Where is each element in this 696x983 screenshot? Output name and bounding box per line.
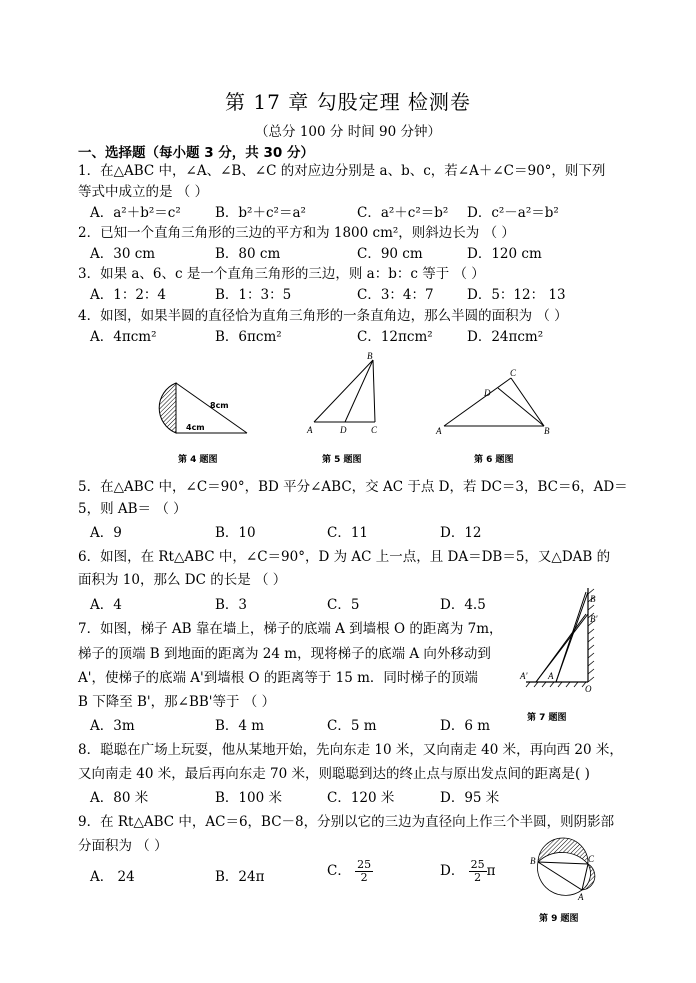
q7-line1: 7．如图，梯子 AB 靠在墙上，梯子的底端 A 到墙根 O 的距离为 7m， <box>78 621 503 637</box>
fig7-label-o: O <box>585 684 592 694</box>
q9-option-d-fraction <box>469 859 487 884</box>
fig7-label-a: A <box>548 671 554 681</box>
q1-option-d: D．c²－a²＝b² <box>467 205 559 221</box>
fig9-label-a: A <box>578 892 584 902</box>
q2-option-a: A．30 cm <box>90 246 156 262</box>
q9-line1: 9．在 Rt△ABC 中，AC＝6，BC－8，分别以它的三边为直径向上作三个半圆，则阴影部 <box>78 814 615 830</box>
q9-option-c-fraction <box>355 859 373 884</box>
q8-option-d: D．95 米 <box>440 790 500 806</box>
q5-option-a: A．9 <box>90 525 122 541</box>
fig5-label-c: C <box>371 425 378 435</box>
q8-option-b: B．100 米 <box>215 790 282 806</box>
q9-option-c <box>327 859 373 884</box>
fig5-label-d: D <box>340 425 347 435</box>
q2-option-d: D．120 cm <box>467 246 542 262</box>
figure-7 <box>508 584 608 694</box>
fig7-caption: 第 7 题图 <box>527 713 567 723</box>
q6-option-d: D．4.5 <box>440 597 486 613</box>
q5-option-b: B．10 <box>215 525 256 541</box>
q9-option-b: B．24π <box>215 869 265 885</box>
q8-option-c: C．120 米 <box>327 790 395 806</box>
q9-d-numerator: 25 <box>470 858 485 871</box>
q9-option-d <box>440 859 496 884</box>
q4-option-c: C．12πcm² <box>357 329 433 345</box>
fig9-caption: 第 9 题图 <box>539 914 579 924</box>
q8-line2: 又向南走 40 米，最后再向东走 70 米，则聪聪到达的终止点与原出发点间的距离是( ) <box>78 766 590 782</box>
fig5-label-b: B <box>367 351 373 361</box>
q7-line3: A'，使梯子的底端 A'到墙根 O 的距离等于 15 m．同时梯子的顶端 <box>78 670 478 686</box>
fig6-label-c: C <box>510 368 517 378</box>
q3-option-d: D．5：12： 13 <box>467 287 566 303</box>
q2-option-b: B．80 cm <box>215 246 281 262</box>
section-heading: 一、选择题（每小题 3 分，共 30 分） <box>78 145 314 161</box>
q4-line1: 4．如图，如果半圆的直径恰为直角三角形的一条直角边，那么半圆的面积为 （ ） <box>78 308 568 324</box>
figure-6 <box>436 366 556 441</box>
q9-option-a: A． 24 <box>90 869 135 885</box>
q6-option-b: B．3 <box>215 597 248 613</box>
q6-line1: 6．如图，在 Rt△ABC 中，∠C＝90°，D 为 AC 上一点，且 DA＝DB＝5，又△DAB 的 <box>78 549 611 565</box>
fig7-label-b: B <box>590 594 596 604</box>
semicircle-shaded <box>159 383 176 433</box>
q4-option-b: B．6πcm² <box>215 329 282 345</box>
q9-d-pi: π <box>486 863 496 879</box>
fig6-label-d: D <box>484 388 491 398</box>
q5-option-c: C．11 <box>327 525 369 541</box>
fig9-label-b: B <box>530 856 536 866</box>
page-title: 第 17 章 勾股定理 检测卷 <box>225 90 471 114</box>
fig6-label-a: A <box>436 426 442 436</box>
q9-c-numerator: 25 <box>357 858 372 871</box>
q7-option-d: D．6 m <box>440 718 491 734</box>
figure-4 <box>150 380 250 440</box>
q1-line1: 1．在△ABC 中，∠A、∠B、∠C 的对应边分别是 a、b、c，若∠A＋∠C＝90°，则下列 <box>78 163 606 179</box>
q3-line1: 3．如果 a、6、c 是一个直角三角形的三边，则 a：b：c 等于 （ ） <box>78 266 485 282</box>
q8-line1: 8．聪聪在广场上玩耍，他从某地开始，先向东走 10 米，又向南走 40 米，再向西 20 米， <box>78 742 623 758</box>
q6-line2: 面积为 10，那么 DC 的长是 （ ） <box>78 572 287 588</box>
q5-line2: 5，则 AB＝ （ ） <box>78 501 187 517</box>
fig9-label-c: C <box>588 854 595 864</box>
q9-line2: 分面积为 （ ） <box>78 838 168 854</box>
fig5-label-a: A <box>307 425 313 435</box>
q3-option-c: C．3：4：7 <box>357 287 434 303</box>
q1-option-c: C．a²＋c²＝b² <box>357 205 449 221</box>
q4-option-d: D．24πcm² <box>467 329 544 345</box>
fig4-label-8cm: 8cm <box>210 401 229 410</box>
q7-option-a: A．3m <box>90 718 135 734</box>
page-subtitle: （总分 100 分 时间 90 分钟） <box>255 124 441 140</box>
fig4-label-4cm: 4cm <box>186 423 205 432</box>
fig7-label-b-prime: B' <box>590 614 598 624</box>
q7-line2: 梯子的顶端 B 到地面的距离为 24 m，现将梯子的底端 A 向外移动到 <box>78 646 491 662</box>
fig7-label-a-prime: A' <box>520 671 528 681</box>
q9-option-d-label: D． <box>440 863 465 879</box>
q1-option-a: A．a²＋b²＝c² <box>90 205 181 221</box>
q5-option-d: D．12 <box>440 525 482 541</box>
q5-line1: 5．在△ABC 中，∠C＝90°，BD 平分∠ABC，交 AC 于点 D，若 DC＝3，BC＝6，AD＝ <box>78 479 628 495</box>
fig5-caption: 第 5 题图 <box>322 455 362 465</box>
q9-d-denominator: 2 <box>474 871 482 884</box>
q6-option-c: C．5 <box>327 597 360 613</box>
q2-line1: 2．已知一个直角三角形的三边的平方和为 1800 cm²，则斜边长为 （ ） <box>78 225 515 241</box>
q7-line4: B 下降至 B'，那∠BB'等于 （ ） <box>78 694 276 710</box>
q1-line2: 等式中成立的是 （ ） <box>78 184 209 200</box>
q4-option-a: A．4πcm² <box>90 329 157 345</box>
q8-option-a: A．80 米 <box>90 790 149 806</box>
q3-option-b: B．1：3：5 <box>215 287 292 303</box>
fig4-caption: 第 4 题图 <box>178 455 218 465</box>
q6-option-a: A．4 <box>90 597 122 613</box>
q7-option-c: C．5 m <box>327 718 377 734</box>
figure-9 <box>526 834 606 900</box>
q1-option-b: B．b²＋c²＝a² <box>215 205 306 221</box>
q2-option-c: C．90 cm <box>357 246 423 262</box>
q9-option-c-label: C． <box>327 863 351 879</box>
q9-c-denominator: 2 <box>360 871 368 884</box>
fig6-label-b: B <box>544 426 550 436</box>
q7-option-b: B．4 m <box>215 718 265 734</box>
figure-5 <box>305 350 385 440</box>
q3-option-a: A．1：2：4 <box>90 287 167 303</box>
fig6-caption: 第 6 题图 <box>474 455 514 465</box>
